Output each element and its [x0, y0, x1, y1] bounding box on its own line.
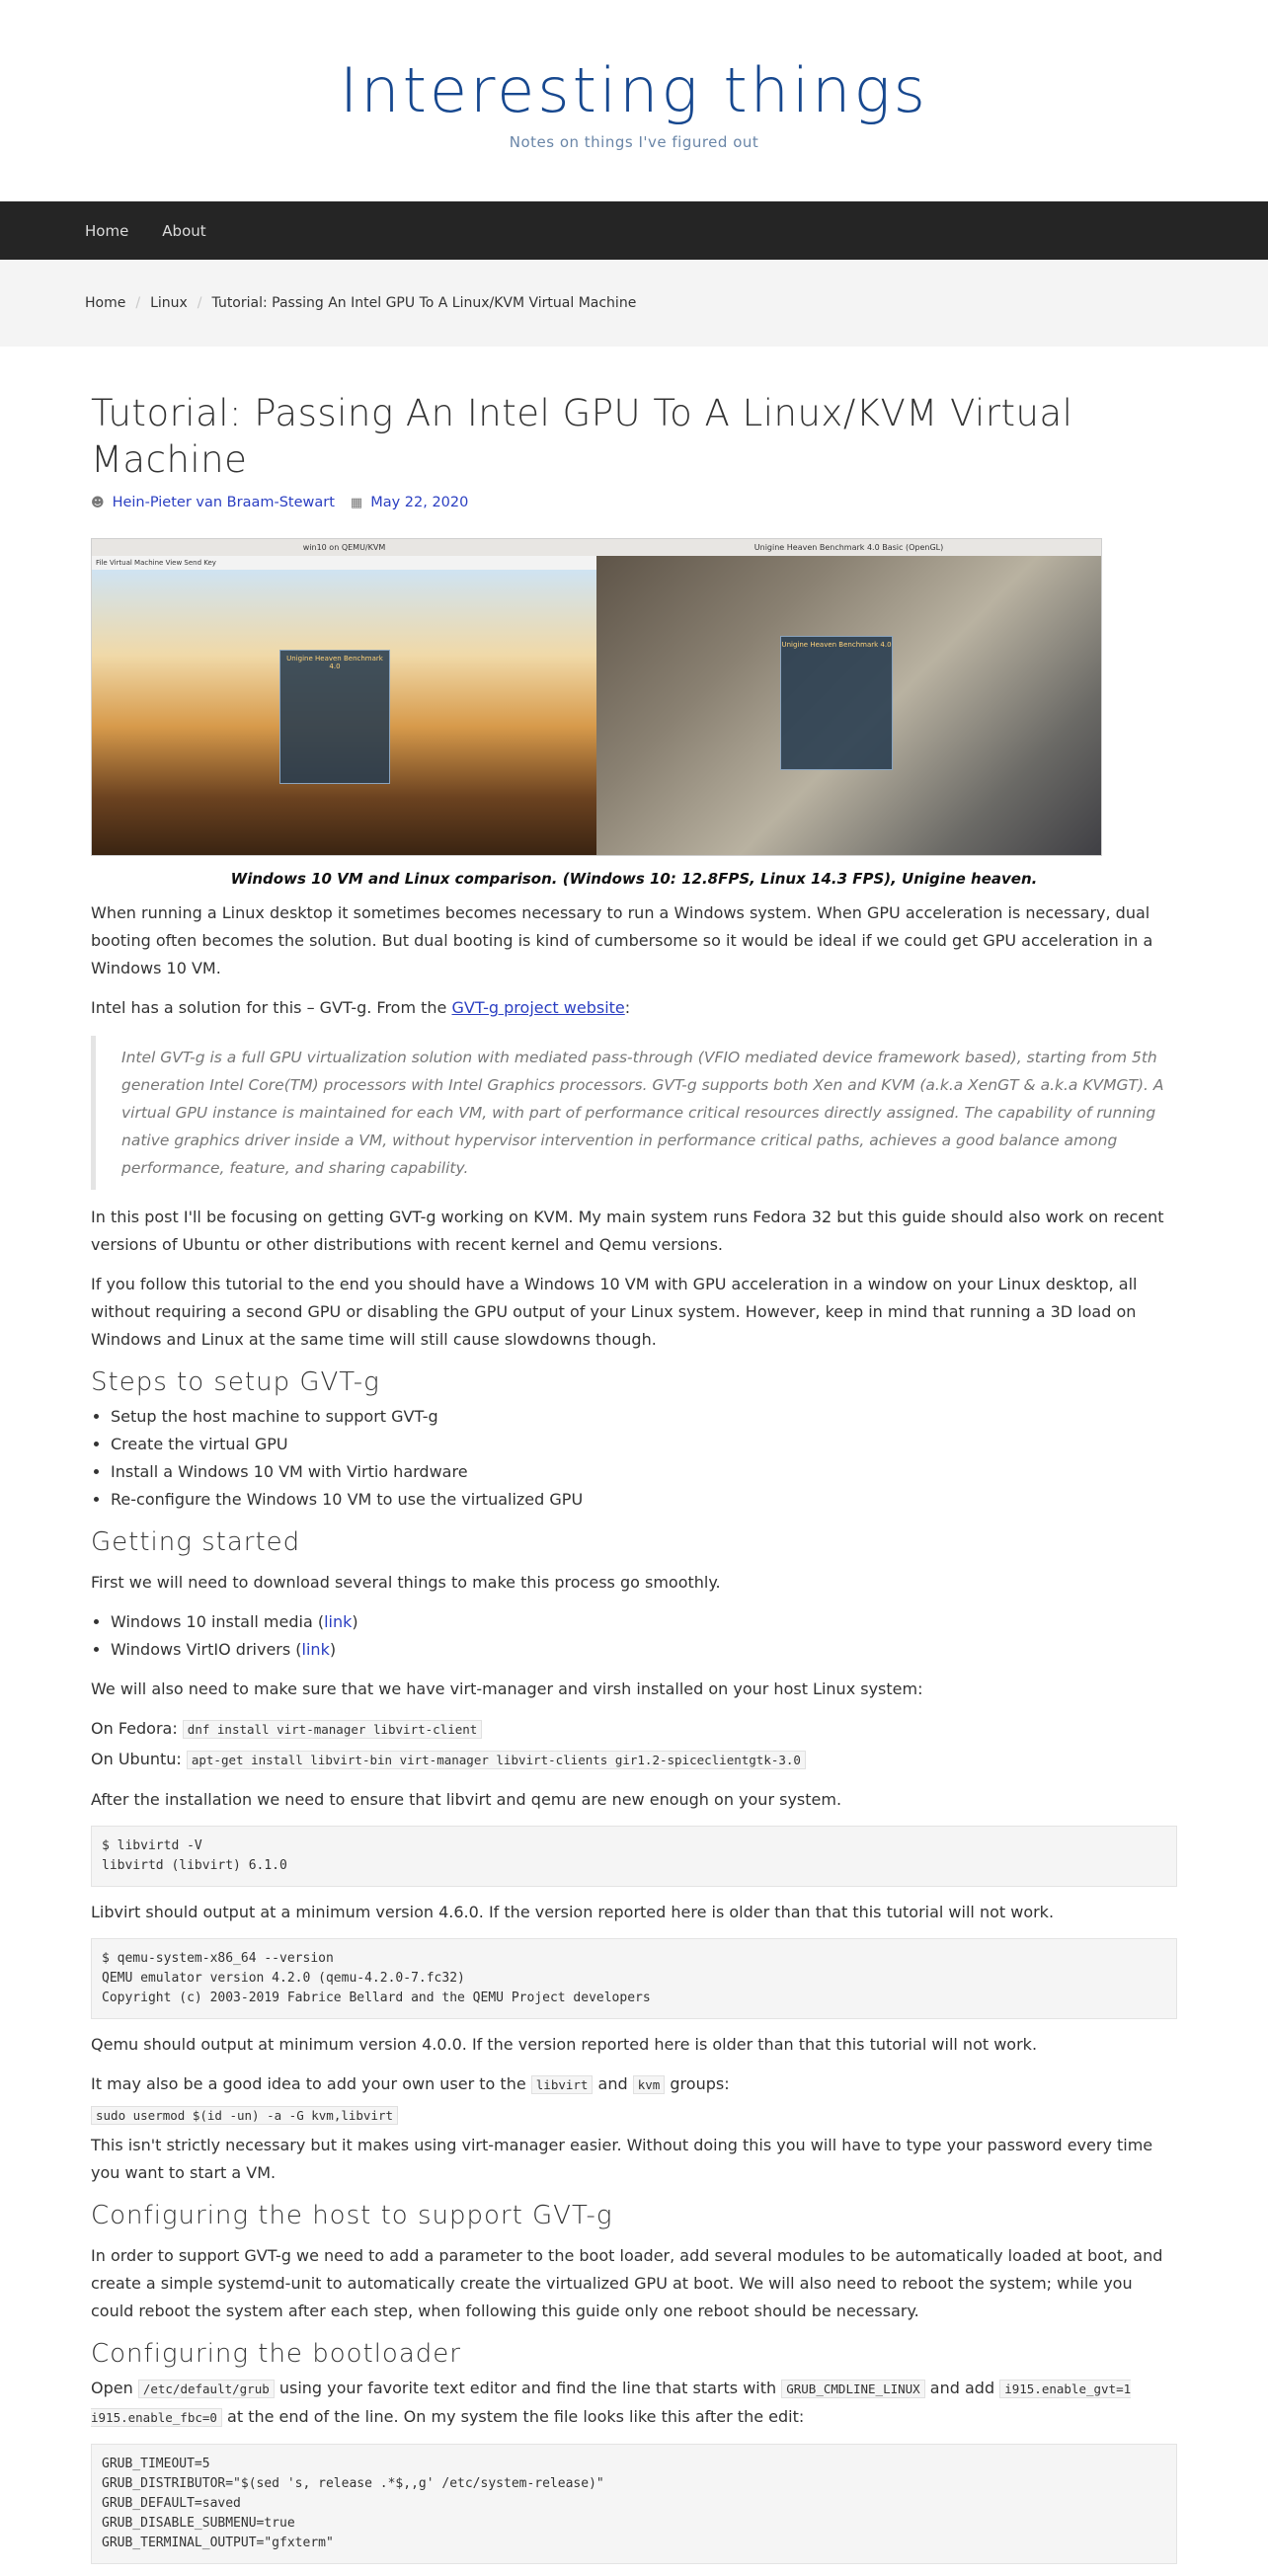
benchmark-overlay-right: [780, 636, 893, 770]
site-description: Notes on things I've figured out: [509, 133, 759, 151]
virtio-drivers-link[interactable]: link: [301, 1640, 330, 1659]
featured-image: [91, 538, 1102, 856]
steps-heading: Steps to setup GVT-g: [91, 1367, 380, 1397]
outcome-paragraph: If you follow this tutorial to the end you should have a Windows 10 VM with GPU acceleration in a window on your Linux desktop, all without requiring a second GPU or disabling the GPU output of your Linux system. However, keep in mind that running a 3D load on Windows and Linux at the same time will still cause slowdowns though.: [91, 1275, 1138, 1349]
linux-screenshot: [596, 539, 1101, 855]
download-intro: First we will need to download several things to make this process go smoothly.: [91, 1573, 721, 1592]
breadcrumb-separator: /: [135, 295, 141, 311]
text-span: Windows VirtIO drivers (: [111, 1640, 302, 1659]
version-check-paragraph: After the installation we need to ensure that libvirt and qemu are new enough on your system.: [91, 1790, 842, 1809]
main-navbar: [0, 201, 1268, 260]
grub-cmdline-key: GRUB_CMDLINE_LINUX: [781, 2380, 924, 2398]
grub-code-block: GRUB_TIMEOUT=5 GRUB_DISTRIBUTOR="$(sed 's, release .*$,,g' /etc/system-release)" GRUB_DEFAULT=saved GRUB_DISABLE_SUBMENU=true GRUB_TERMINAL_OUTPUT="gfxterm": [91, 2444, 1177, 2564]
qemu-version-note: Qemu should output at minimum version 4.0.0. If the version reported here is older than that this tutorial will not work.: [91, 2035, 1038, 2054]
site-header: [0, 0, 1268, 201]
text-span: Windows 10 install media (: [111, 1612, 325, 1631]
gvt-project-link[interactable]: GVT-g project website: [451, 998, 625, 1017]
usermod-line: [91, 2101, 1177, 2130]
focus-paragraph: In this post I'll be focusing on getting GVT-g working on KVM. My main system runs Fedora 32 but this guide should also work on recent versions of Ubuntu or other distributions with recent kernel and Qemu versions.: [91, 1208, 1164, 1254]
text-span: using your favorite text editor and find the line that starts with: [274, 2379, 782, 2397]
usermod-note: This isn't strictly necessary but it makes using virt-manager easier. Without doing this you will have to type your password every time you want to start a VM.: [91, 2136, 1153, 2182]
list-item: [111, 1636, 1177, 1664]
text-span: :: [624, 998, 631, 1017]
breadcrumb-separator: /: [197, 295, 202, 311]
vm-window-titlebar: win10 on QEMU/KVM: [92, 539, 596, 556]
text-span: groups:: [665, 2074, 730, 2093]
gvt-quote: Intel GVT-g is a full GPU virtualization solution with mediated pass-through (VFIO mediated device framework based), starting from 5th generation Intel Core(TM) processors with Intel Graphics processors. GVT-g supports both Xen and KVM (a.k.a XenGT & a.k.a KVMGT). A virtual GPU instance is maintained for each VM, with part of performance critical resources directly assigned. The capability of running native graphics driver inside a VM, without hypervisor intervention in performance critical paths, achieves a good balance among performance, feature, and sharing capability.: [91, 1036, 1177, 1190]
fedora-command: dnf install virt-manager libvirt-client: [183, 1720, 483, 1739]
image-caption: Windows 10 VM and Linux comparison. (Windows 10: 12.8FPS, Linux 14.3 FPS), Unigine heaven.: [230, 870, 1038, 888]
host-config-heading: Configuring the host to support GVT-g: [91, 2201, 613, 2230]
breadcrumb-current: Tutorial: Passing An Intel GPU To A Linux/KVM Virtual Machine: [211, 295, 637, 311]
user-icon: ☻: [91, 495, 105, 510]
text-span: ): [329, 1640, 337, 1659]
author-link[interactable]: Hein-Pieter van Braam-Stewart: [112, 495, 335, 510]
intro-paragraph: When running a Linux desktop it sometimes becomes necessary to run a Windows system. When GPU acceleration is necessary, dual booting often becomes the solution. But dual booting is kind of cumbersome so it would be ideal if we could get GPU acceleration in a Windows 10 VM.: [91, 903, 1153, 977]
post-title: Tutorial: Passing An Intel GPU To A Linux/KVM Virtual Machine: [91, 392, 1073, 481]
bootloader-heading: Configuring the bootloader: [91, 2339, 461, 2369]
host-config-paragraph: In order to support GVT-g we need to add a parameter to the boot loader, add several modules to be automatically loaded at boot, and create a simple systemd-unit to automatically create the virtualized GPU at boot. We will also need to reboot the system; while you could reboot the system after each step, when following this guide only one reboot should be necessary.: [91, 2246, 1163, 2320]
fedora-line: [91, 1715, 1177, 1744]
breadcrumb-linux[interactable]: Linux: [150, 295, 188, 311]
text-span: It may also be a good idea to add your own user to the: [91, 2074, 531, 2093]
list-item: [111, 1608, 1177, 1636]
windows-media-link[interactable]: link: [324, 1612, 353, 1631]
post-meta: [91, 495, 1177, 510]
bootloader-paragraph: [91, 2375, 1177, 2432]
grub-path: /etc/default/grub: [138, 2380, 275, 2398]
date-link[interactable]: May 22, 2020: [370, 495, 469, 510]
site-title[interactable]: Interesting things: [340, 54, 928, 126]
linux-window-titlebar: Unigine Heaven Benchmark 4.0 Basic (OpenGL): [596, 539, 1101, 556]
libvirt-group: libvirt: [531, 2075, 594, 2094]
list-item: • Create the virtual GPU: [111, 1431, 1177, 1458]
usermod-command: sudo usermod $(id -un) -a -G kvm,libvirt: [91, 2106, 398, 2125]
libvirtd-code-block: $ libvirtd -V libvirtd (libvirt) 6.1.0: [91, 1826, 1177, 1887]
getting-started-heading: Getting started: [91, 1527, 301, 1557]
list-item: • Install a Windows 10 VM with Virtio hardware: [111, 1458, 1177, 1486]
libvirt-version-note: Libvirt should output at a minimum version 4.6.0. If the version reported here is older than that this tutorial will not work.: [91, 1903, 1055, 1921]
text-span: Intel has a solution for this – GVT-g. From the: [91, 998, 452, 1017]
text-span: and: [593, 2074, 633, 2093]
text-span: Open: [91, 2379, 138, 2397]
benchmark-title-right: Unigine Heaven Benchmark 4.0: [781, 641, 892, 649]
post-content: [91, 390, 1177, 2576]
list-item: • Re-configure the Windows 10 VM to use the virtualized GPU: [111, 1486, 1177, 1514]
windows-vm-screenshot: [92, 539, 596, 855]
gvt-paragraph: [91, 994, 1177, 1022]
text-span: On Fedora:: [91, 1719, 183, 1738]
text-span: ): [352, 1612, 358, 1631]
steps-list: [91, 1403, 1177, 1514]
ubuntu-line: [91, 1746, 1177, 1774]
vm-menubar: File Virtual Machine View Send Key: [92, 556, 596, 570]
calendar-icon: ▦: [350, 495, 363, 510]
benchmark-overlay-left: [279, 650, 390, 784]
text-span: On Ubuntu:: [91, 1750, 187, 1768]
nav-about-link[interactable]: About: [162, 221, 206, 240]
list-item: • Setup the host machine to support GVT-g: [111, 1403, 1177, 1431]
qemu-code-block: $ qemu-system-x86_64 --version QEMU emulator version 4.2.0 (qemu-4.2.0-7.fc32) Copyright (c) 2003-2019 Fabrice Bellard and the QEMU Project developers: [91, 1938, 1177, 2019]
install-paragraph: We will also need to make sure that we have virt-manager and virsh installed on your host Linux system:: [91, 1679, 923, 1698]
nav-home-link[interactable]: Home: [85, 221, 129, 240]
text-span: at the end of the line. On my system the file looks like this after the edit:: [221, 2407, 805, 2426]
benchmark-title-left: Unigine Heaven Benchmark 4.0: [286, 655, 383, 670]
breadcrumb-home[interactable]: Home: [85, 295, 126, 311]
groups-paragraph: [91, 2070, 1177, 2099]
text-span: and add: [924, 2379, 1000, 2397]
downloads-list: [91, 1608, 1177, 1664]
kvm-group: kvm: [633, 2075, 666, 2094]
kernel-params: i915.enable_gvt=1 i915.enable_fbc=0: [91, 2381, 1132, 2425]
breadcrumb: [0, 260, 1268, 347]
ubuntu-command: apt-get install libvirt-bin virt-manager libvirt-clients gir1.2-spiceclientgtk-3.0: [187, 1751, 806, 1769]
